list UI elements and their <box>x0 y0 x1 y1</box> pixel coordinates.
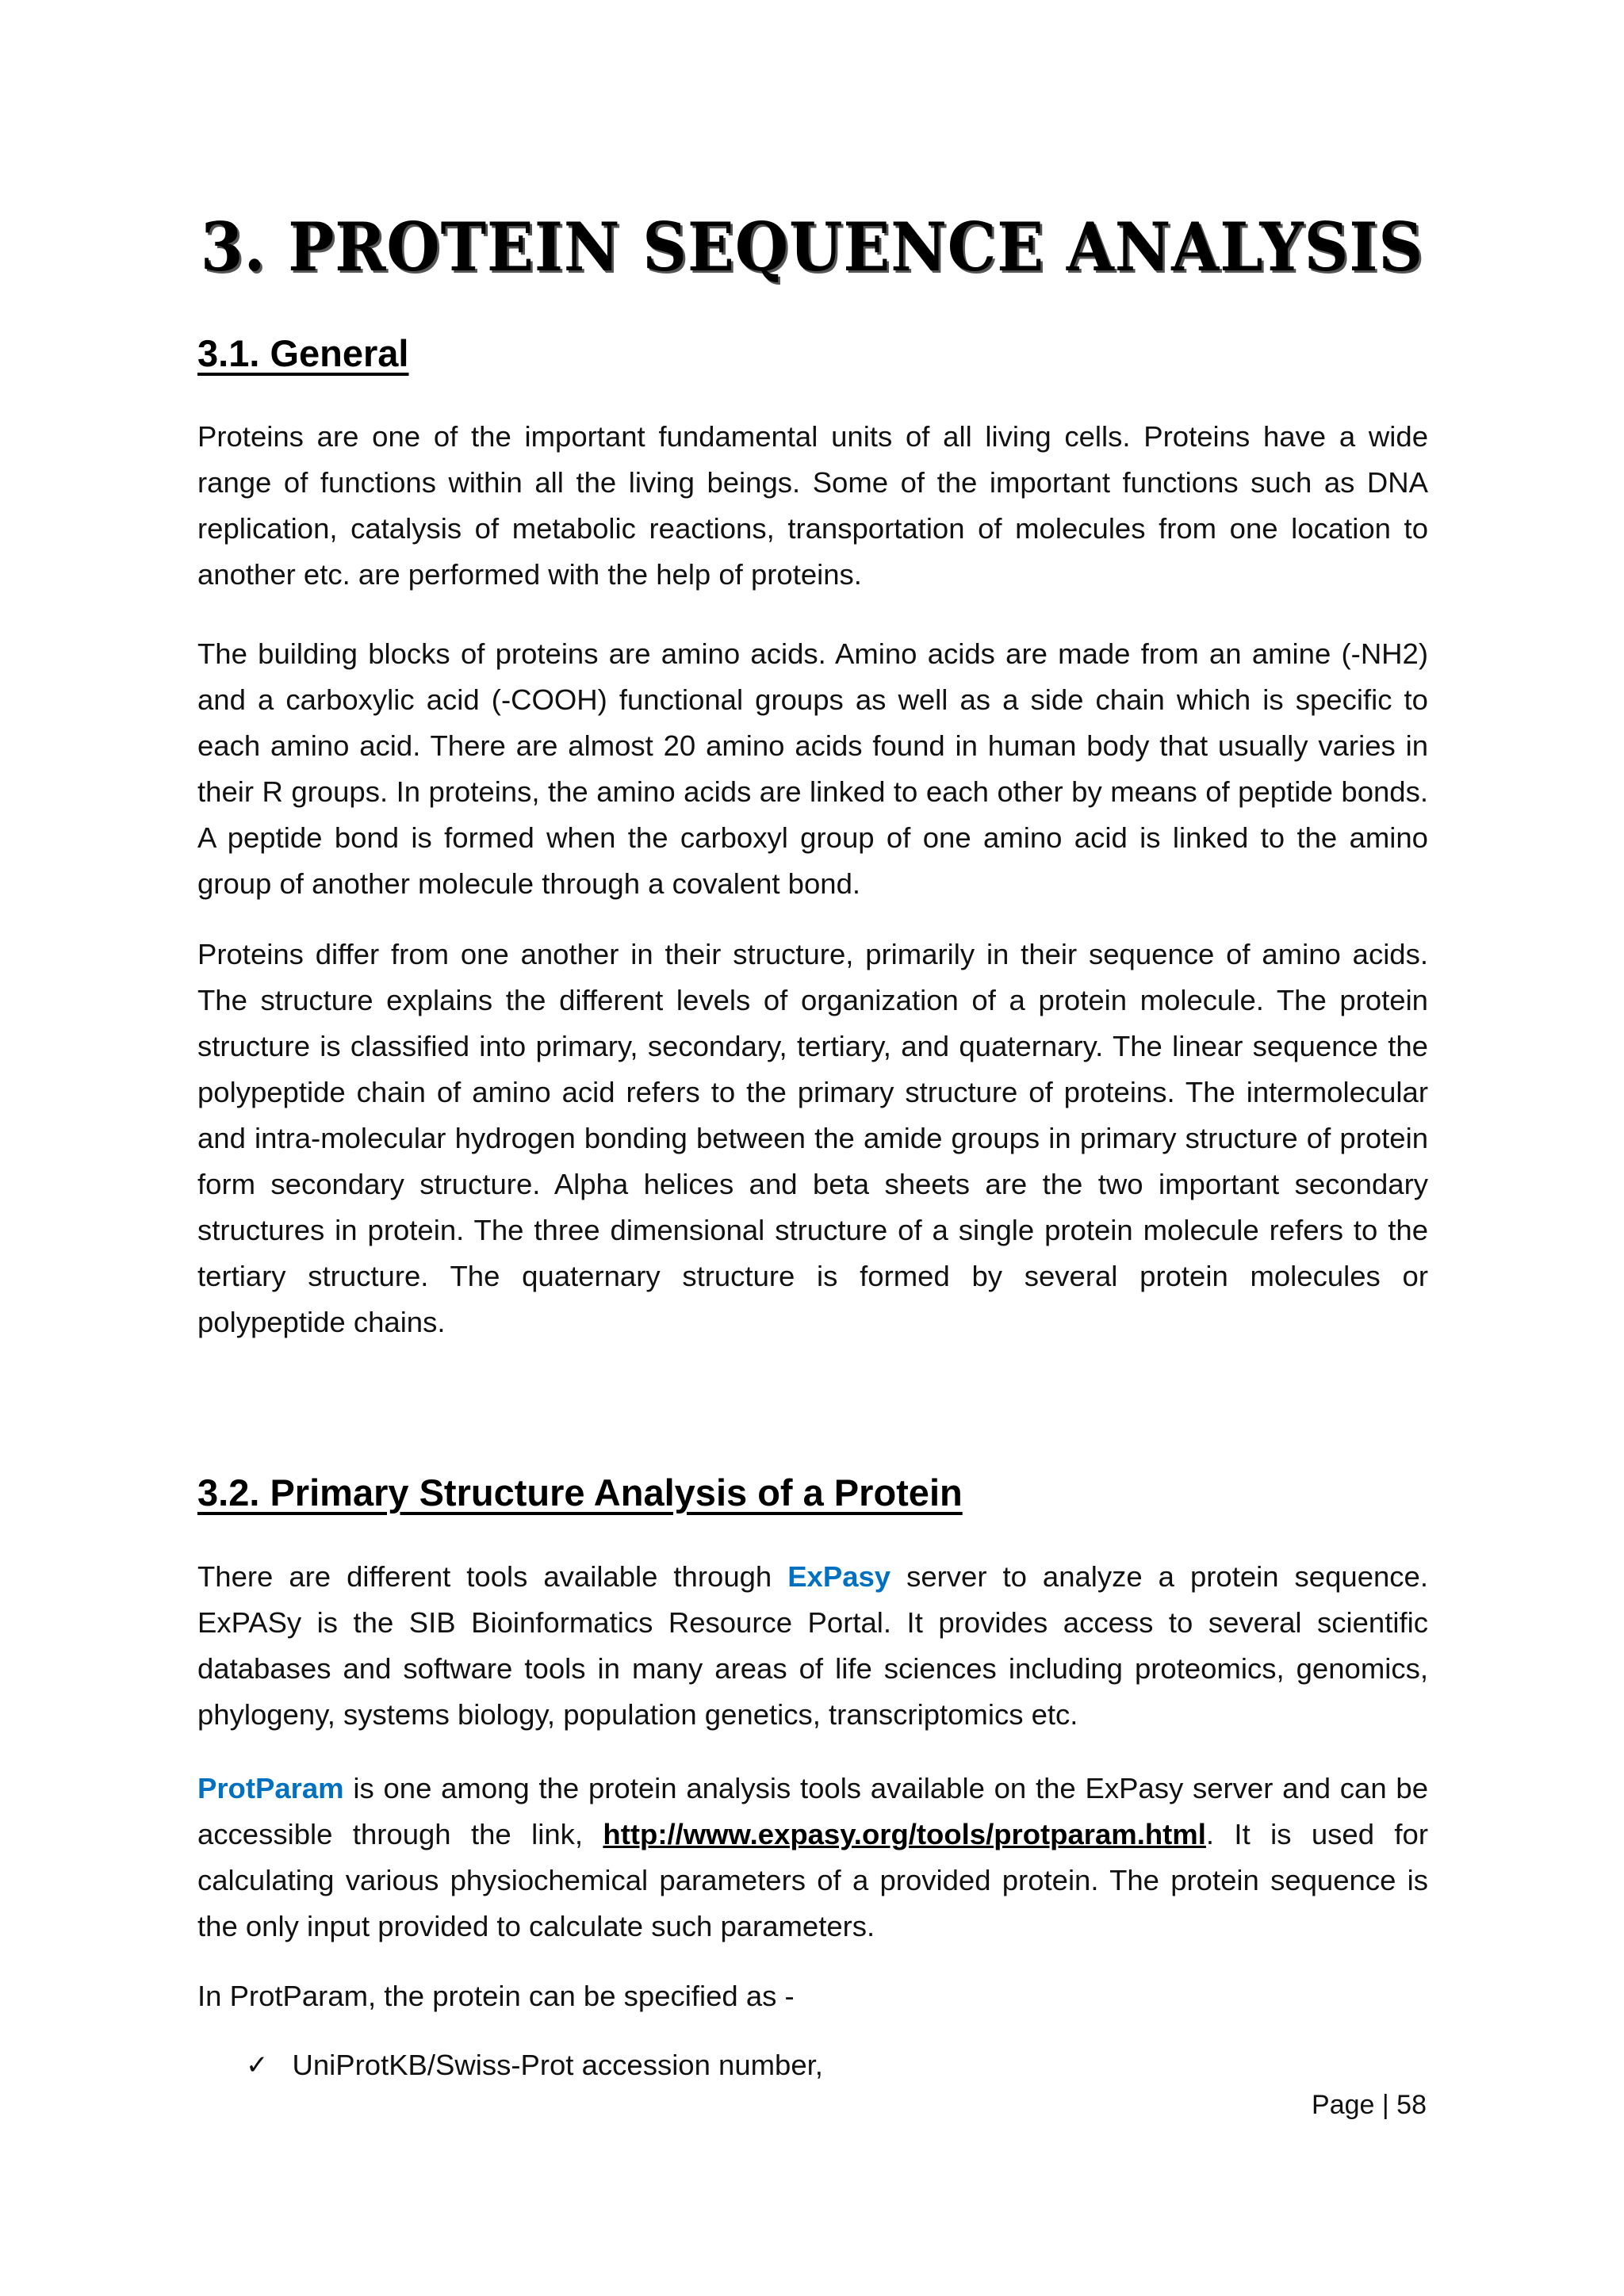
checkmark-icon: ✓ <box>246 2049 269 2081</box>
chapter-title: 3. PROTEIN SEQUENCE ANALYSIS <box>200 208 1424 286</box>
section-heading-general: 3.1. General <box>197 332 409 374</box>
bullet-item <box>246 2042 823 2088</box>
paragraph-proteins-intro: Proteins are one of the important fundamental units of all living cells. Proteins have a wide range of functions within all the living beings. Some of the important functions such as DNA replication, catalysis of metabolic reactions, transportation of molecules from one location to another etc. are performed with the help of proteins. <box>197 420 1428 591</box>
expasy-highlight: ExPasy <box>787 1560 891 1593</box>
section-heading-primary-structure: 3.2. Primary Structure Analysis of a Protein <box>197 1471 963 1513</box>
page-number: Page | 58 <box>1312 2090 1427 2120</box>
paragraph-protparam <box>197 1766 1428 1950</box>
paragraph-amino-acids: The building blocks of proteins are amino acids. Amino acids are made from an amine (-NH2) and a carboxylic acid (-COOH) functional groups as well as a side chain which is specific to each amino acid. There are almost 20 amino acids found in human body that usually varies in their R groups. In proteins, the amino acids are linked to each other by means of peptide bonds. A peptide bond is formed when the carboxyl group of one amino acid is linked to the amino group of another molecule through a covalent bond. <box>197 637 1428 900</box>
protparam-text-before-link: is one among the protein analysis tools available on the ExPasy server and can be accessible through the link, <box>197 1772 1428 1850</box>
protparam-highlight: ProtParam <box>197 1772 344 1804</box>
expasy-text-before: There are different tools available through <box>197 1560 788 1593</box>
paragraph-protein-structure: Proteins differ from one another in their structure, primarily in their sequence of amino acids. The structure explains the different levels of organization of a protein molecule. The protein structure is classified into primary, secondary, tertiary, and quaternary. The linear sequence the polypeptide chain of amino acid refers to the primary structure of proteins. The intermolecular and intra-molecular hydrogen bonding between the amide groups in primary structure of protein form secondary structure. Alpha helices and beta sheets are the two important secondary structures in protein. The three dimensional structure of a single protein molecule refers to the tertiary structure. The quaternary structure is formed by several protein molecules or polypeptide chains. <box>197 938 1428 1338</box>
paragraph-expasy <box>197 1554 1428 1738</box>
protparam-link[interactable]: http://www.expasy.org/tools/protparam.html <box>603 1818 1206 1850</box>
paragraph-specified-as: In ProtParam, the protein can be specified as - <box>197 1980 795 2012</box>
protparam-text-after-link: . It is used for calculating various physiochemical parameters of a provided protein. The protein sequence is the only input provided to calculate such parameters. <box>197 1818 1428 1942</box>
expasy-text-after: server to analyze a protein sequence. ExPASy is the SIB Bioinformatics Resource Portal. It provides access to several scientific databases and software tools in many areas of life sciences including proteomics, genomics, phylogeny, systems biology, population genetics, transcriptomics etc. <box>197 1560 1428 1731</box>
bullet-text: UniProtKB/Swiss-Prot accession number, <box>292 2049 823 2081</box>
